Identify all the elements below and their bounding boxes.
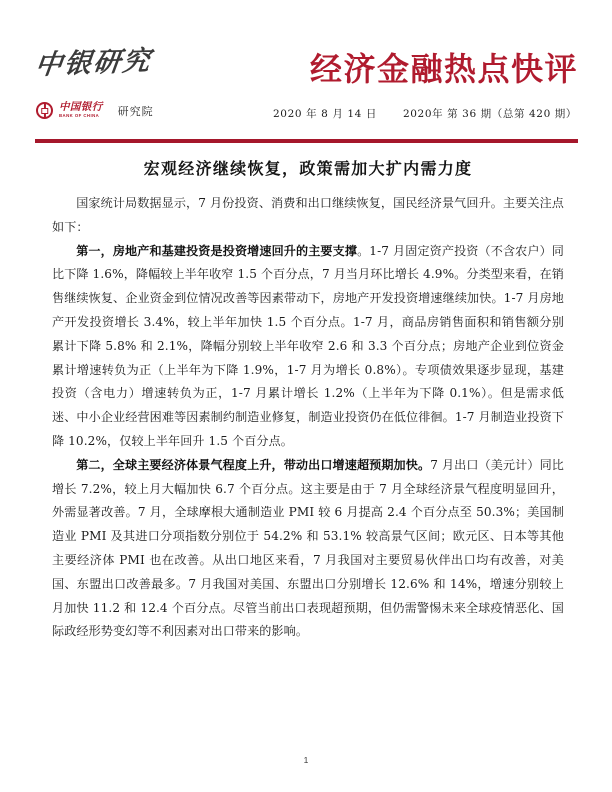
page-number: 1: [303, 755, 309, 765]
institute-label: 研究院: [117, 104, 154, 118]
bank-name-block: [59, 102, 103, 118]
paragraph-text: 国家统计局数据显示，7 月份投资、消费和出口继续恢复，国民经济景气回升。主要关注点如下：: [52, 196, 564, 234]
masthead-divider: [35, 139, 578, 143]
article-title: 宏观经济继续恢复，政策需加大扩内需力度: [143, 159, 473, 178]
publication-date: 2020 年 8 月 14 日: [273, 108, 377, 120]
bank-identity-row: [36, 102, 154, 119]
masthead-meta: [273, 106, 577, 121]
paragraph-lead: 第一，房地产和基建投资是投资增速回升的主要支撑: [76, 243, 358, 258]
masthead: [33, 45, 578, 140]
brand-block: [33, 45, 275, 119]
paragraph-text: 7 月出口（美元计）同比增长 7.2%，较上月大幅加快 6.7 个百分点。这主要是由于 7 月全球经济景气程度明显回升，外需显著改善。7 月，全球摩根大通制造业 PMI 较 6 月提高 2.4 个百分点至 50.3%；美国制造业 PMI 及其进口分项指数分别位于 54.2% 和 53.1% 较高景气区间；欧元区、日本等其他主要经济体 PMI 也在改善。从出口地区来看，7 月我国对主要贸易伙伴出口均有改善，对美国、东盟出口改善最多。7 月我国对美国、东盟出口分别增长 12.6% 和 14%，增速分别较上月加快 11.2 和 12.4 个百分点。尽管当前出口表现超预期，但仍需警惕未来全球疫情恶化、国际政经形势变幻等不利因素对出口带来的影响。: [52, 457, 564, 639]
article-body: [52, 157, 564, 644]
brand-calligraphy-logo: 中银研究: [33, 45, 154, 81]
paragraph-intro: [52, 192, 564, 240]
paragraph-text: 。1-7 月固定资产投资（不含农户）同比下降 1.6%，降幅较上半年收窄 1.5 个百分点，7 月当月环比增长 4.9%。分类型来看，在销售继续恢复、企业资金到位情况改善等因素带动下，房地产开发投资增速继续加快。1-7 月房地产开发投资增长 3.4%，较上半年加快 1.5 个百分点。1-7 月，商品房销售面积和销售额分别累计下降 5.8% 和 2.1%，降幅分别较上半年收窄 2.6 和 3.3 个百分点；房地产企业到位资金累计增速转负为正（上半年为下降 1.9%，1-7 月为增长 0.8%）。专项债效果逐步显现，基建投资（含电力）增速转负为正，1-7 月累计增长 1.2%（上半年为下降 0.1%）。但是需求低迷、中小企业经营困难等因素制约制造业修复，制造业投资仍在低位徘徊。1-7 月制造业投资下降 10.2%，仅较上半年回升 1.5 个百分点。: [52, 243, 564, 448]
publication-title: 经济金融热点快评: [309, 50, 578, 88]
paragraph-lead: 第二，全球主要经济体景气程度上升，带动出口增速超预期加快。: [76, 457, 431, 472]
bank-name-en: BANK OF CHINA: [59, 113, 100, 119]
issue-number: 2020年 第 36 期（总第 420 期）: [402, 108, 577, 120]
bank-of-china-logo-icon: [36, 102, 53, 119]
paragraph-point-two: [52, 454, 564, 644]
paragraph-point-one: [52, 240, 564, 454]
bank-name-cn: 中国银行: [59, 101, 103, 114]
